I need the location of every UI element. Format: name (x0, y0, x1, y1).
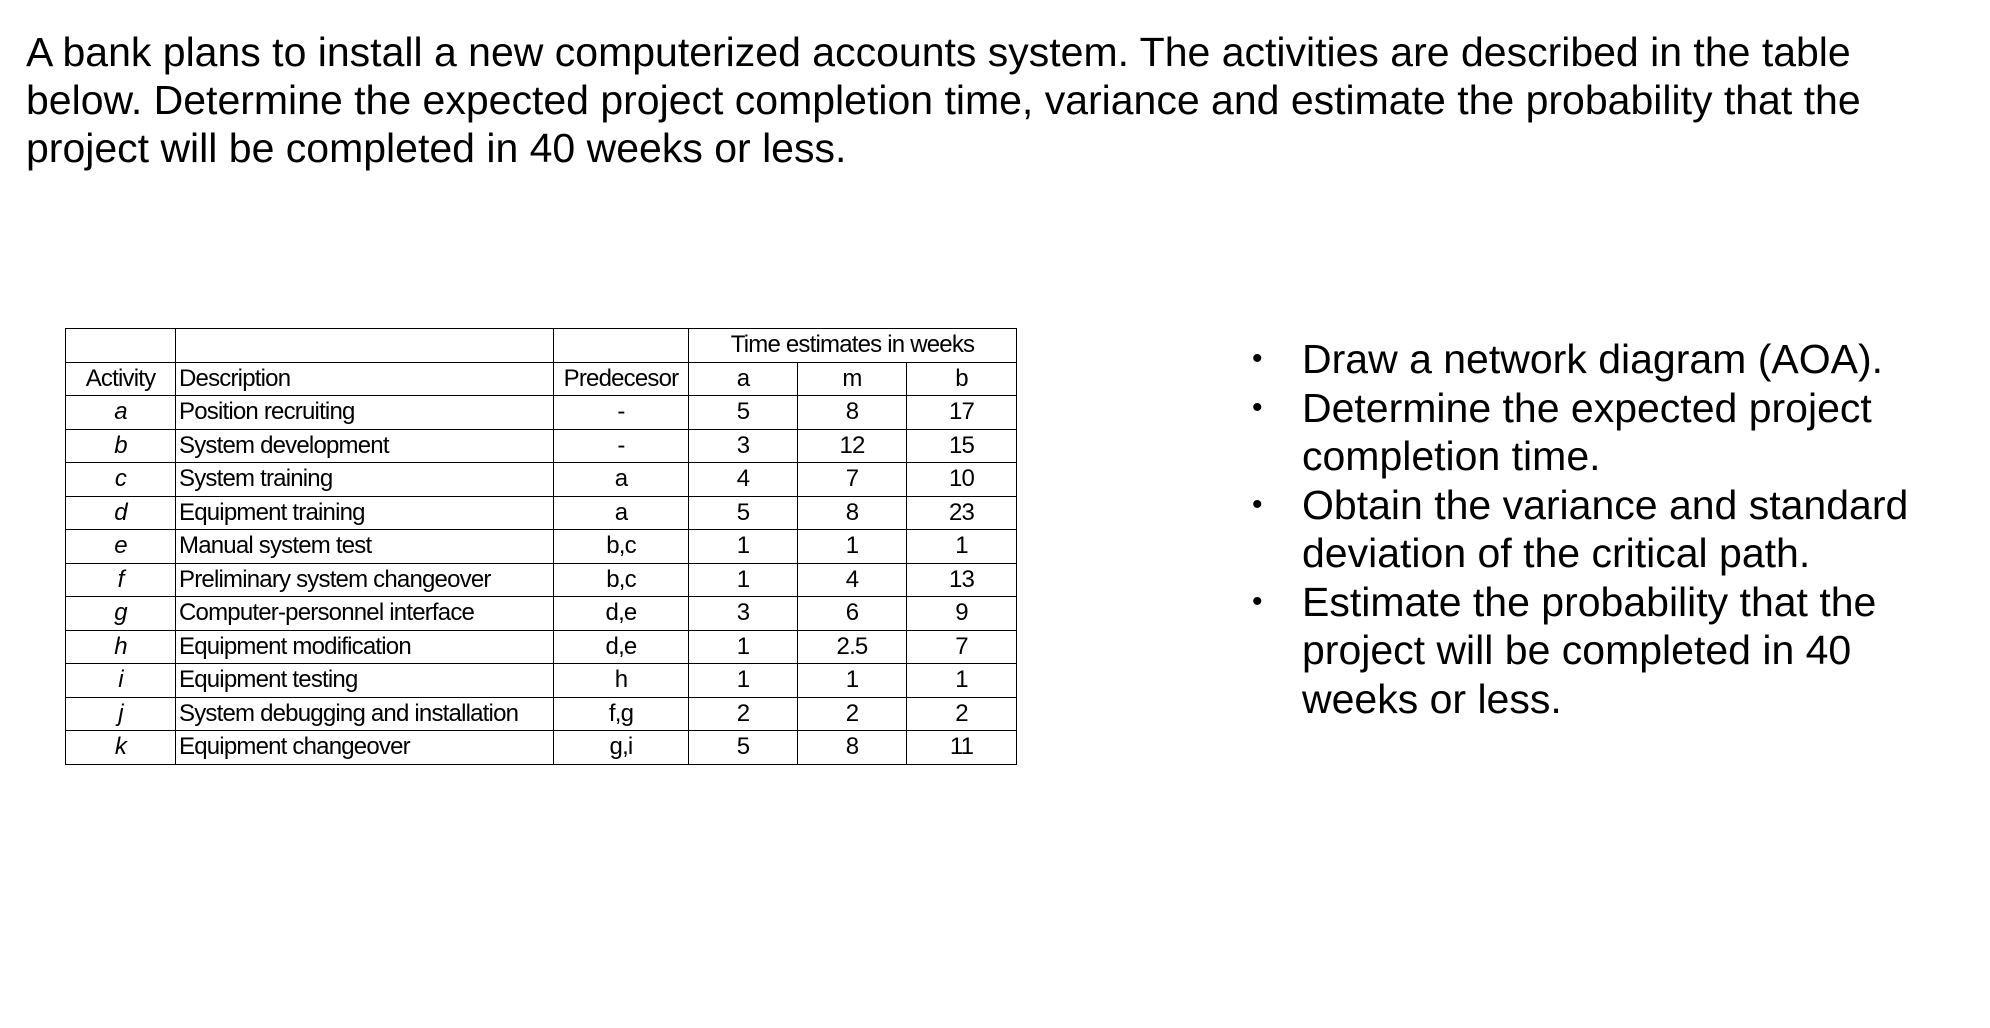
table-row (66, 597, 1017, 631)
time-estimates-header: Time estimates in weeks (689, 329, 1017, 363)
task-list (1250, 335, 1910, 723)
estimate-a-cell: 1 (689, 630, 798, 664)
estimate-b-cell: 23 (907, 496, 1017, 530)
predecessor-cell: h (554, 664, 689, 698)
estimate-a-cell: 5 (689, 731, 798, 765)
activity-id-cell: h (66, 630, 176, 664)
estimate-b-cell: 10 (907, 463, 1017, 497)
optimistic-a-column-header: a (689, 362, 798, 396)
most-likely-m-column-header: m (798, 362, 907, 396)
bullet-icon: • (1252, 342, 1263, 375)
activity-id-cell: a (66, 396, 176, 430)
table-row (66, 429, 1017, 463)
estimate-b-cell: 1 (907, 664, 1017, 698)
estimate-b-cell: 9 (907, 597, 1017, 631)
table-row (66, 530, 1017, 564)
predecessor-cell: g,i (554, 731, 689, 765)
predecessor-cell: d,e (554, 597, 689, 631)
estimate-m-cell: 8 (798, 731, 907, 765)
bullet-icon: • (1252, 487, 1263, 521)
estimate-a-cell: 4 (689, 463, 798, 497)
activity-id-cell: g (66, 597, 176, 631)
description-column-header: Description (176, 362, 554, 396)
table-header-row (66, 362, 1017, 396)
table-row (66, 496, 1017, 530)
predecessor-cell: b,c (554, 563, 689, 597)
table-row (66, 563, 1017, 597)
activity-id-cell: d (66, 496, 176, 530)
estimate-a-cell: 3 (689, 597, 798, 631)
blank-header-cell (176, 329, 554, 363)
task-item (1250, 578, 1910, 724)
bullet-icon: • (1252, 390, 1263, 424)
activity-id-cell: k (66, 731, 176, 765)
problem-statement: A bank plans to install a new computerized accounts system. The activities are described in the table below. Determine the expected project completion time, variance and estimate the probability that the project will be completed in 40 weeks or less. (26, 29, 1861, 171)
description-cell: Computer-personnel interface (176, 597, 554, 631)
estimate-m-cell: 1 (798, 664, 907, 698)
pessimistic-b-column-header: b (907, 362, 1017, 396)
table-row (66, 463, 1017, 497)
activity-id-cell: j (66, 697, 176, 731)
description-cell: System training (176, 463, 554, 497)
activity-id-cell: f (66, 563, 176, 597)
task-text: Obtain the variance and standard deviation of the critical path. (1302, 481, 1909, 576)
estimate-m-cell: 1 (798, 530, 907, 564)
predecessor-cell: a (554, 463, 689, 497)
estimate-a-cell: 1 (689, 530, 798, 564)
table-row (66, 630, 1017, 664)
description-cell: Equipment testing (176, 664, 554, 698)
estimate-m-cell: 12 (798, 429, 907, 463)
estimate-a-cell: 5 (689, 396, 798, 430)
estimate-m-cell: 8 (798, 396, 907, 430)
predecessor-cell: - (554, 429, 689, 463)
predecessor-cell: b,c (554, 530, 689, 564)
blank-header-cell (554, 329, 689, 363)
estimate-b-cell: 15 (907, 429, 1017, 463)
activity-id-cell: c (66, 463, 176, 497)
task-text: Estimate the probability that the project will be completed in 40 weeks or less. (1302, 578, 1877, 722)
activity-table (65, 328, 1017, 765)
description-cell: Position recruiting (176, 396, 554, 430)
estimate-a-cell: 1 (689, 664, 798, 698)
predecessor-cell: - (554, 396, 689, 430)
activity-id-cell: e (66, 530, 176, 564)
table-row (66, 697, 1017, 731)
task-item (1250, 481, 1910, 578)
estimate-b-cell: 17 (907, 396, 1017, 430)
description-cell: Equipment changeover (176, 731, 554, 765)
estimate-m-cell: 4 (798, 563, 907, 597)
predecessor-column-header: Predecesor (554, 362, 689, 396)
description-cell: System development (176, 429, 554, 463)
task-item (1250, 335, 1910, 384)
estimate-m-cell: 2 (798, 697, 907, 731)
description-cell: Equipment modification (176, 630, 554, 664)
estimate-b-cell: 11 (907, 731, 1017, 765)
estimate-b-cell: 1 (907, 530, 1017, 564)
description-cell: Manual system test (176, 530, 554, 564)
description-cell: System debugging and installation (176, 697, 554, 731)
table-row (66, 731, 1017, 765)
estimate-b-cell: 2 (907, 697, 1017, 731)
task-text: Draw a network diagram (AOA). (1302, 336, 1884, 382)
estimate-b-cell: 7 (907, 630, 1017, 664)
task-item (1250, 384, 1910, 481)
bullet-icon: • (1252, 584, 1263, 618)
activity-column-header: Activity (66, 362, 176, 396)
blank-header-cell (66, 329, 176, 363)
table-row (66, 396, 1017, 430)
estimate-a-cell: 1 (689, 563, 798, 597)
estimate-a-cell: 5 (689, 496, 798, 530)
activity-id-cell: i (66, 664, 176, 698)
estimate-b-cell: 13 (907, 563, 1017, 597)
task-text: Determine the expected project completion time. (1302, 384, 1872, 479)
estimate-m-cell: 8 (798, 496, 907, 530)
estimate-m-cell: 6 (798, 597, 907, 631)
estimate-a-cell: 3 (689, 429, 798, 463)
activity-id-cell: b (66, 429, 176, 463)
estimate-m-cell: 7 (798, 463, 907, 497)
predecessor-cell: a (554, 496, 689, 530)
description-cell: Equipment training (176, 496, 554, 530)
predecessor-cell: d,e (554, 630, 689, 664)
estimate-m-cell: 2.5 (798, 630, 907, 664)
estimate-a-cell: 2 (689, 697, 798, 731)
table-row (66, 664, 1017, 698)
predecessor-cell: f,g (554, 697, 689, 731)
table-group-header-row (66, 329, 1017, 363)
description-cell: Preliminary system changeover (176, 563, 554, 597)
